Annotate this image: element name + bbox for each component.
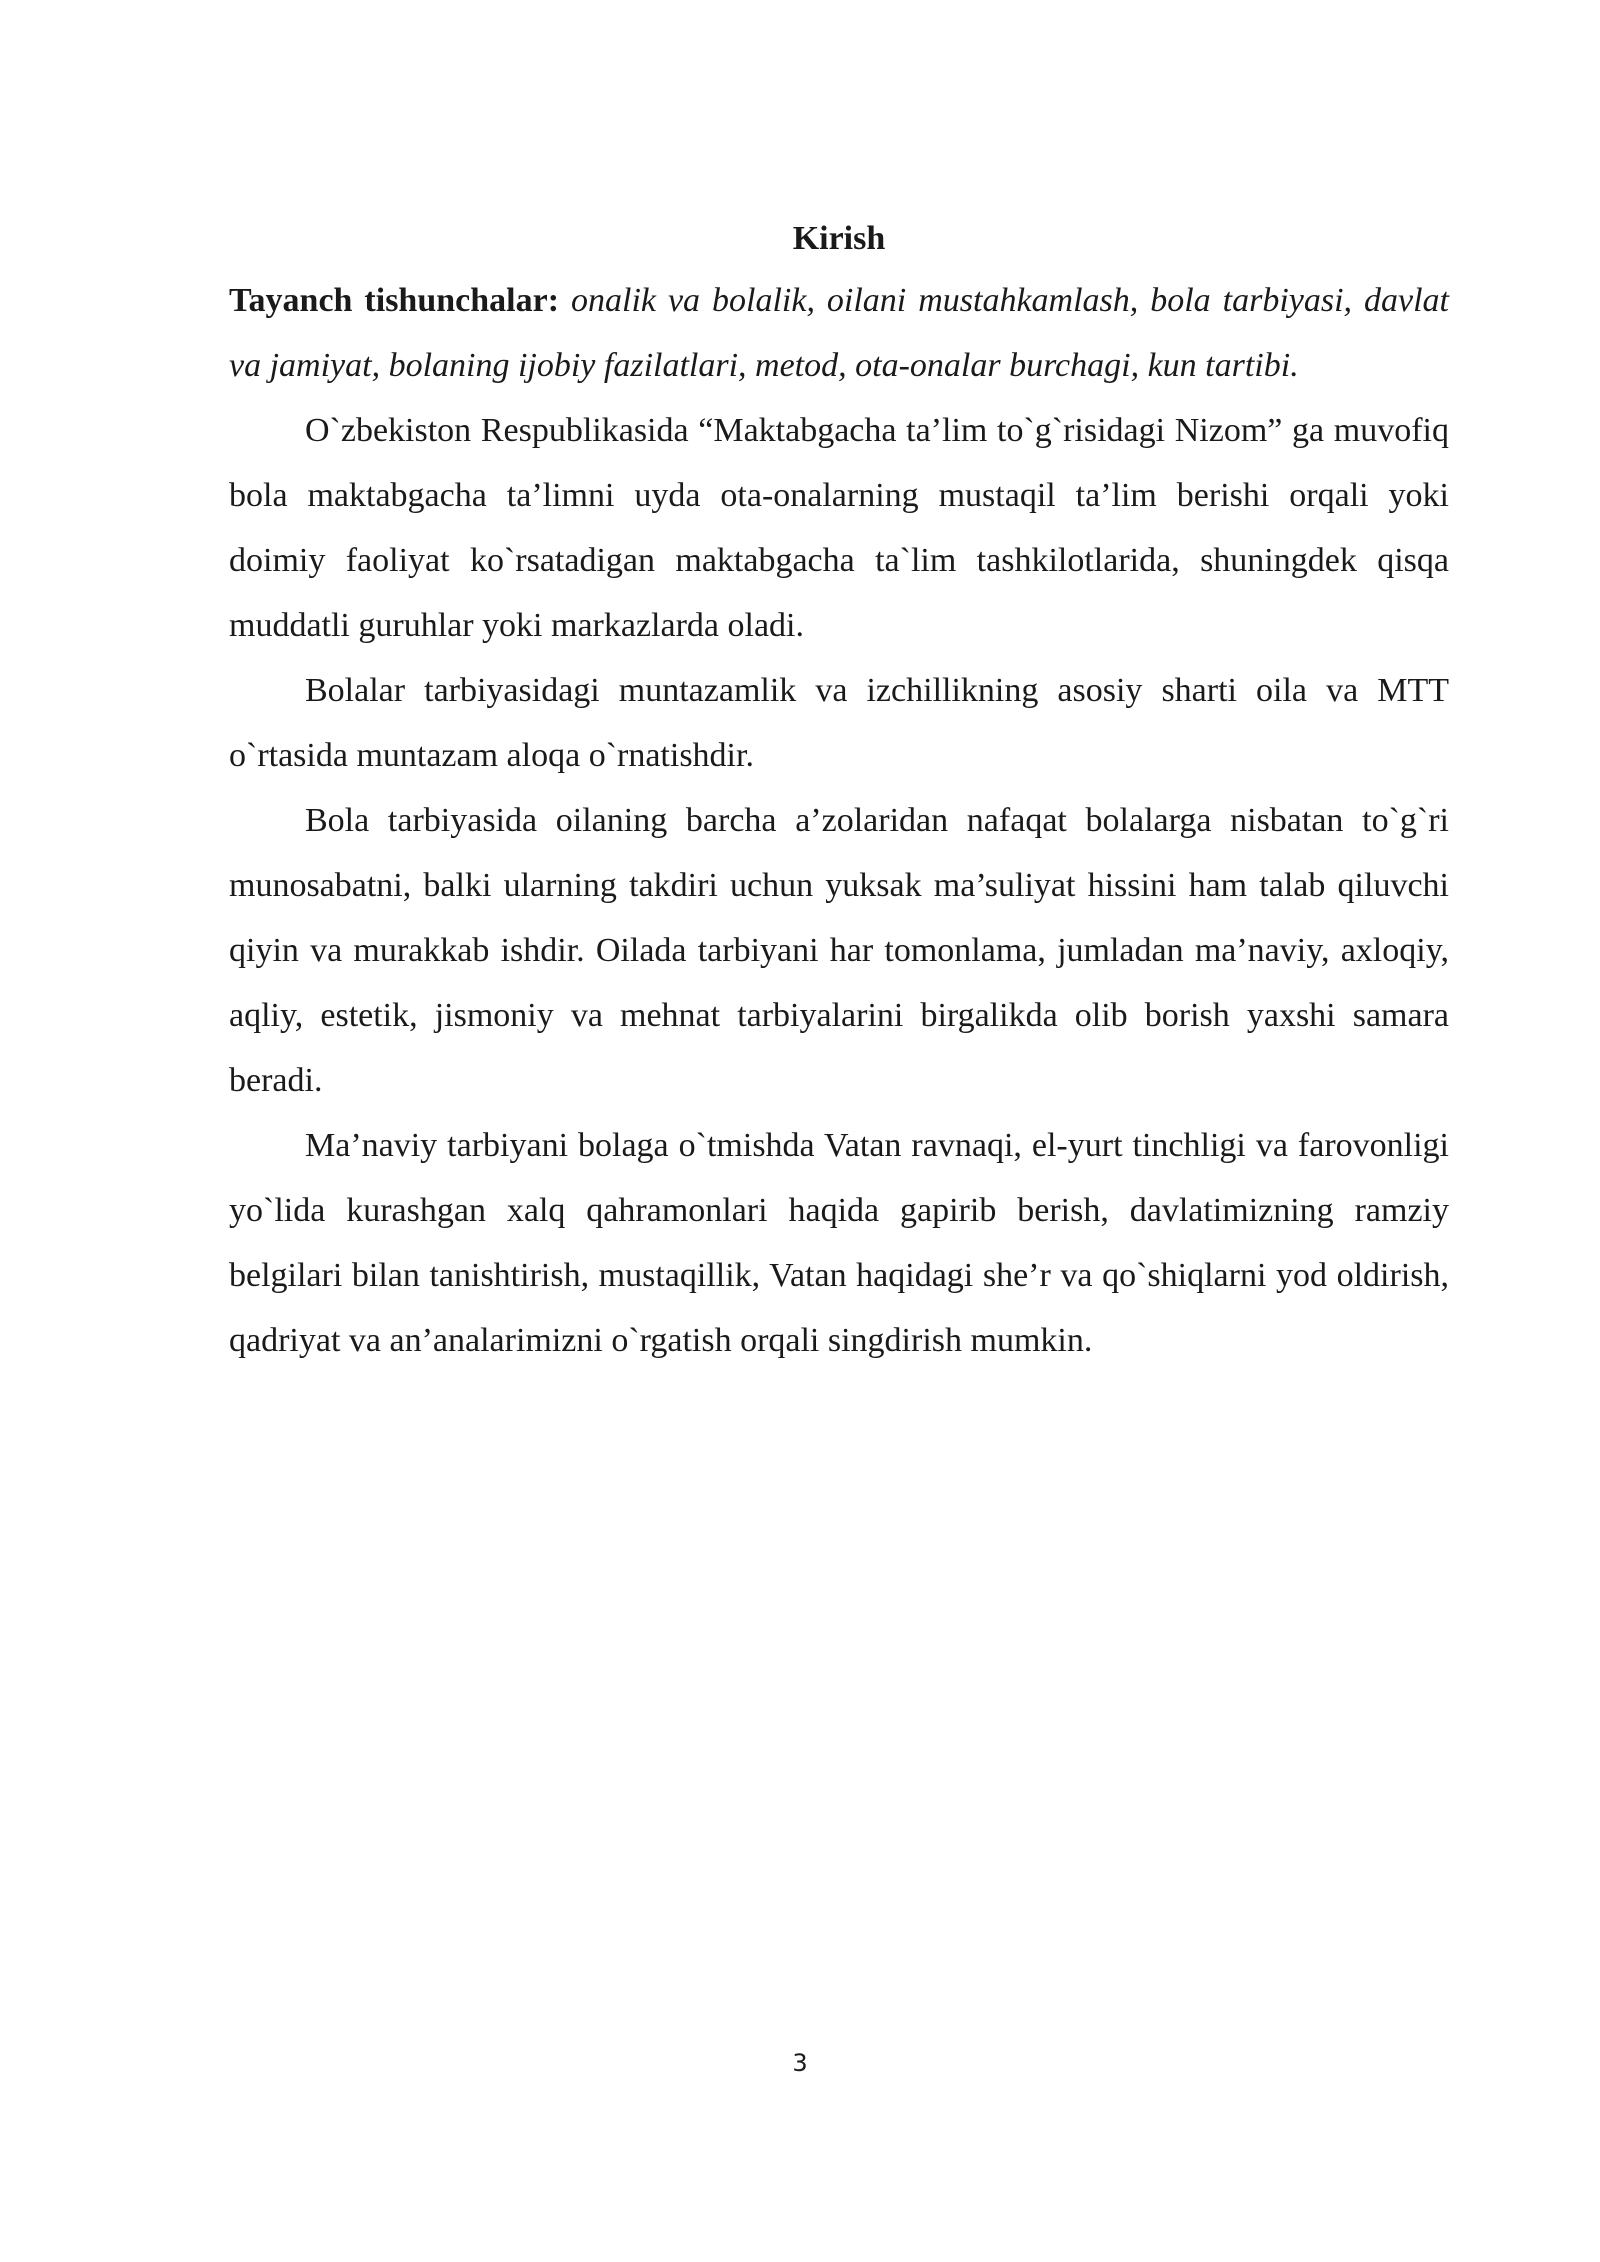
keywords-paragraph [229, 268, 1449, 398]
keywords-text: onalik va bolalik, oilani mustahkamlash, bola tarbiyasi, davlat va jamiyat, bolaning ijobiy fazilatlari, metod, ota-onalar burchagi, kun tartibi. [229, 282, 1449, 384]
page-number: 3 [792, 2049, 808, 2077]
body-paragraph: Ma’naviy tarbiyani bolaga o`tmishda Vatan ravnaqi, el-yurt tinchligi va farovonligi yo`lida kurashgan xalq qahramonlari haqida gapirib berish, davlatimizning ramziy belgilari bilan tanishtirish, mustaqillik, Vatan haqidagi she’r va qo`shiqlarni yod oldirish, qadriyat va an’analarimizni o`rgatish orqali singdirish mumkin. [229, 1127, 1449, 1359]
body-paragraph: Bolalar tarbiyasidagi muntazamlik va izchillikning asosiy sharti oila va MTT o`rtasida muntazam aloqa o`rnatishdir. [229, 672, 1449, 774]
body-paragraph: O`zbekiston Respublikasida “Maktabgacha ta’lim to`g`risidagi Nizom” ga muvofiq bola maktabgacha ta’limni uyda ota-onalarning mustaqil ta’lim berishi orqali yoki doimiy faoliyat ko`rsatadigan maktabgacha ta`lim tashkilotlarida, shuningdek qisqa muddatli guruhlar yoki markazlarda oladi. [229, 412, 1449, 644]
page-content [229, 210, 1449, 1373]
page-title: Kirish [792, 220, 886, 257]
body-paragraph: Bola tarbiyasida oilaning barcha a’zolaridan nafaqat bolalarga nisbatan to`g`ri munosabatni, balki ularning takdiri uchun yuksak ma’suliyat hissini ham talab qiluvchi qiyin va murakkab ishdir. Oilada tarbiyani har tomonlama, jumladan ma’naviy, axloqiy, aqliy, estetik, jismoniy va mehnat tarbiyalarini birgalikda olib borish yaxshi samara beradi. [229, 802, 1449, 1099]
keywords-label: Tayanch tishunchalar: [229, 282, 560, 319]
